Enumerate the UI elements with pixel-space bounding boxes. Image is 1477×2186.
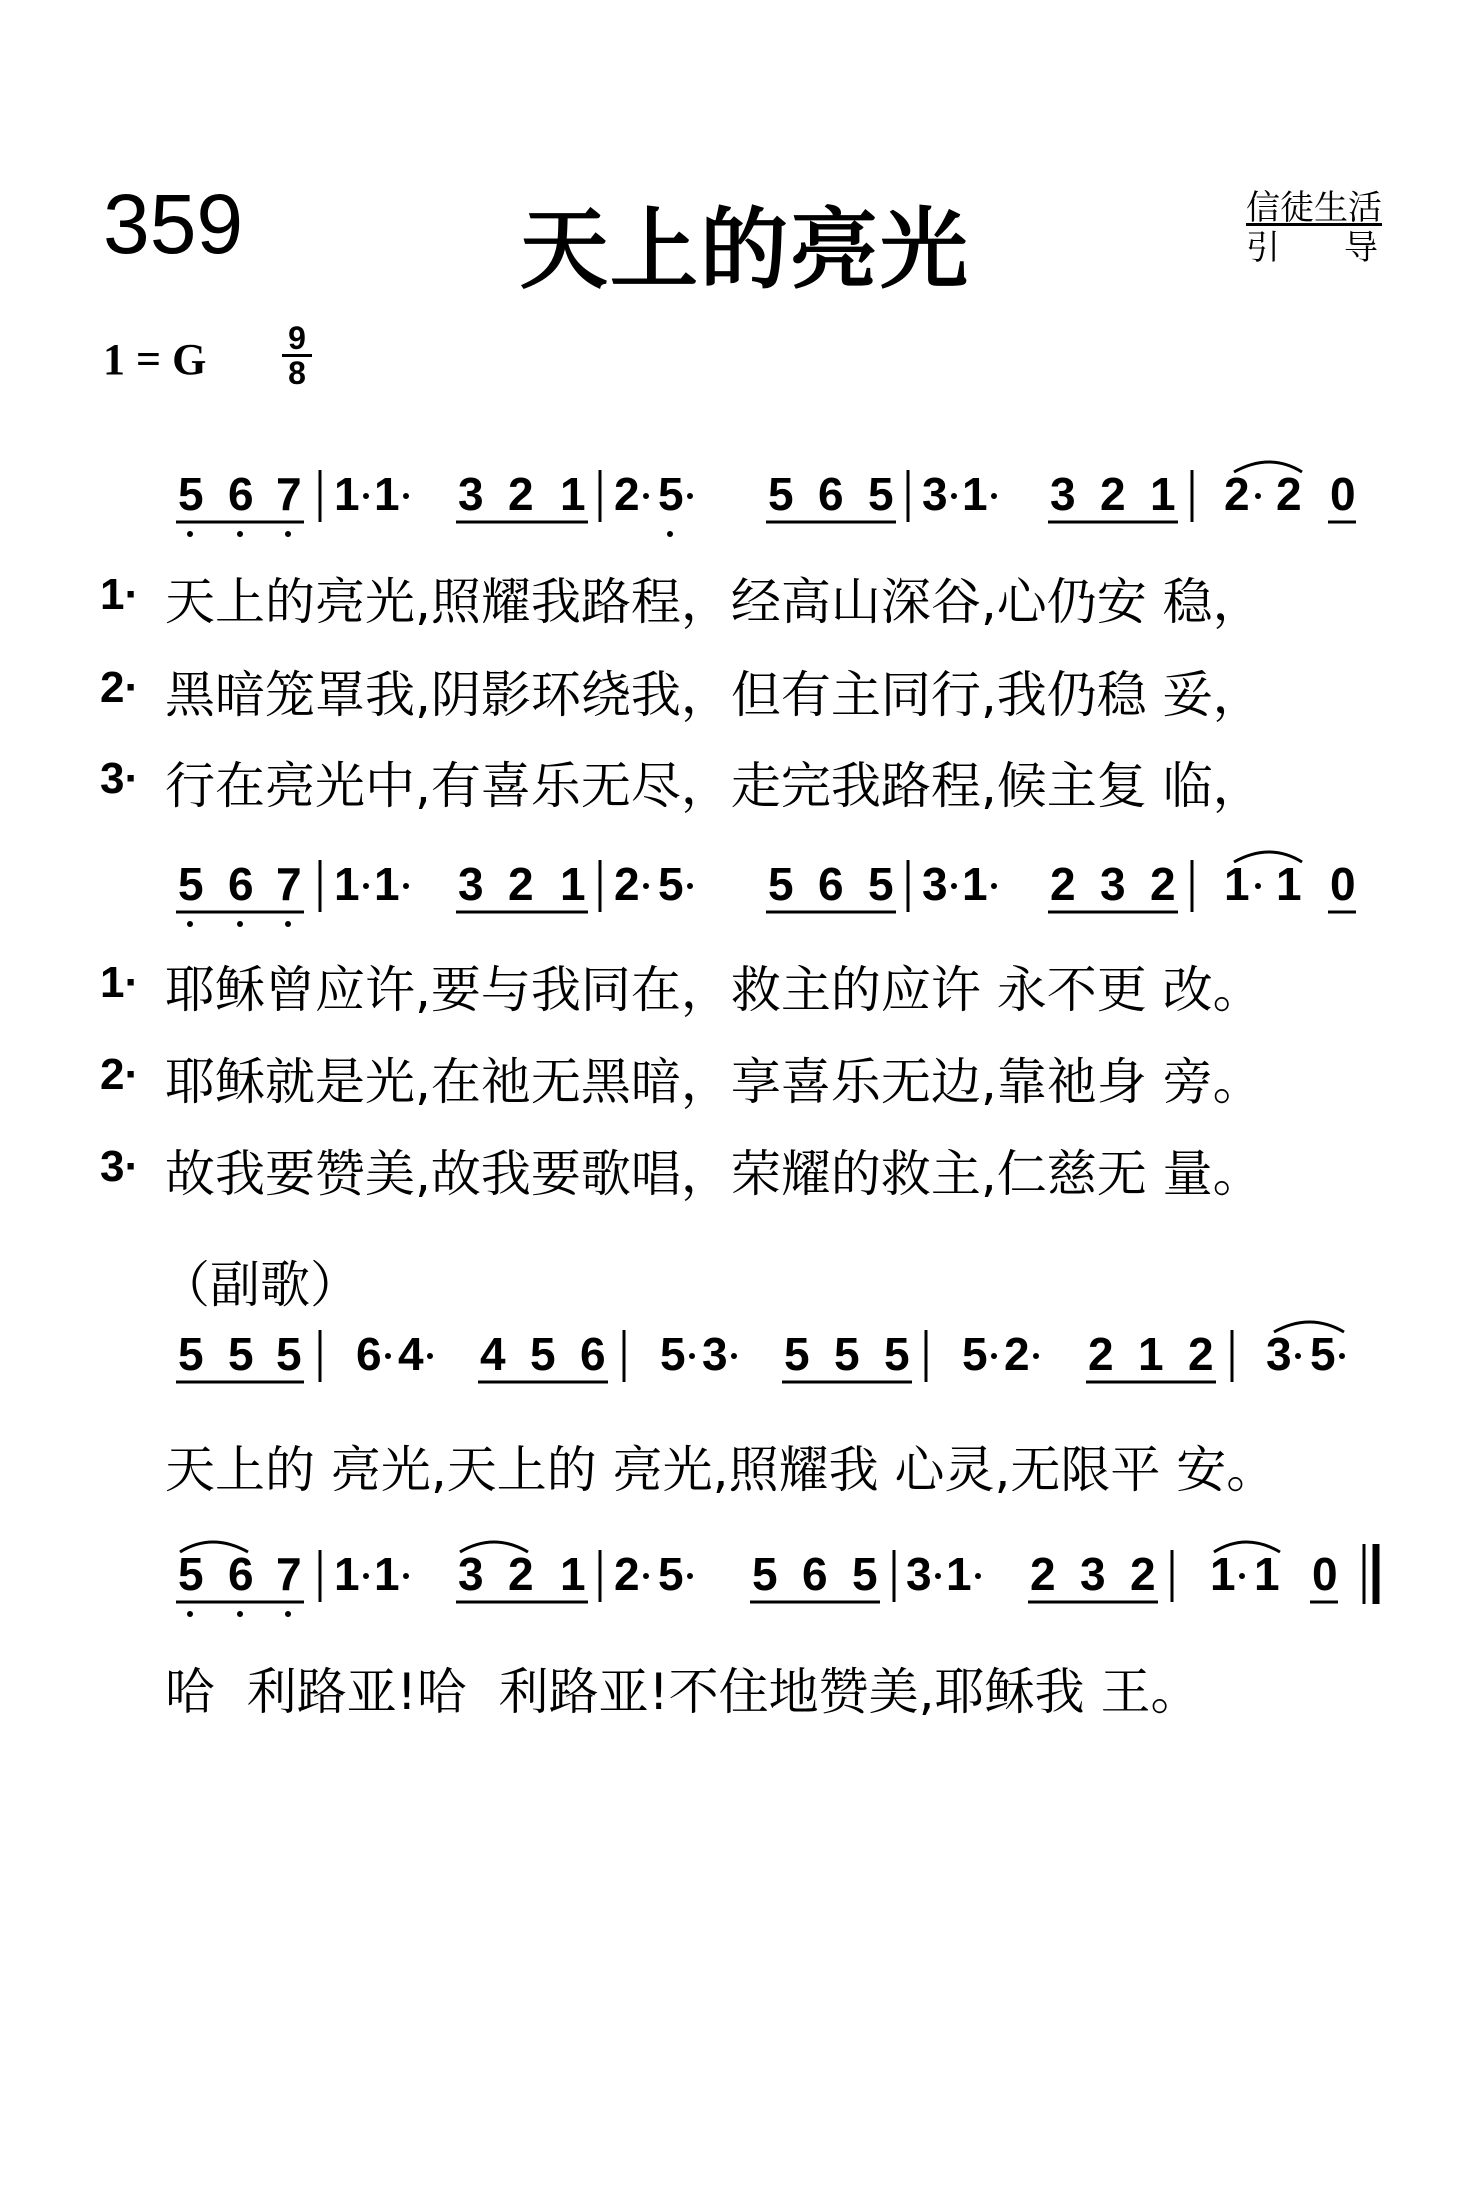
svg-text:5: 5 bbox=[752, 1548, 778, 1600]
svg-text:1: 1 bbox=[1138, 1328, 1164, 1380]
svg-text:5: 5 bbox=[1310, 1328, 1336, 1380]
svg-text:3: 3 bbox=[702, 1328, 728, 1380]
verse-number: 2· bbox=[100, 663, 140, 712]
svg-text:1: 1 bbox=[374, 468, 400, 520]
lyric-line: 天上的亮光,照耀我路程，经高山深谷,心仍安 稳， bbox=[165, 573, 1263, 631]
credit-tune bbox=[1246, 220, 1378, 269]
svg-text:2: 2 bbox=[614, 1548, 640, 1600]
svg-text:0: 0 bbox=[1312, 1548, 1338, 1600]
credit-source: 信徒生活 bbox=[1246, 188, 1382, 228]
svg-text:2: 2 bbox=[1100, 468, 1126, 520]
svg-text:5: 5 bbox=[852, 1548, 878, 1600]
svg-text:1: 1 bbox=[1210, 1548, 1236, 1600]
svg-text:6: 6 bbox=[818, 468, 844, 520]
hymn-number: 359 bbox=[103, 177, 244, 271]
svg-text:4: 4 bbox=[480, 1328, 506, 1380]
svg-text:5: 5 bbox=[178, 1328, 204, 1380]
hymn-title: 天上的亮光 bbox=[520, 198, 971, 301]
svg-text:2: 2 bbox=[614, 858, 640, 910]
svg-text:5: 5 bbox=[868, 858, 894, 910]
svg-text:5: 5 bbox=[868, 468, 894, 520]
svg-text:5: 5 bbox=[276, 1328, 302, 1380]
notation-line-3 bbox=[0, 1320, 1477, 1400]
key-signature: 1 = G bbox=[103, 335, 207, 384]
svg-text:7: 7 bbox=[276, 468, 302, 520]
svg-text:1: 1 bbox=[374, 858, 400, 910]
lyric-line: 行在亮光中,有喜乐无尽，走完我路程,候主复 临， bbox=[165, 757, 1263, 815]
svg-text:5: 5 bbox=[178, 468, 204, 520]
svg-text:3: 3 bbox=[922, 468, 948, 520]
notation-line-2 bbox=[0, 850, 1477, 930]
svg-text:1: 1 bbox=[946, 1548, 972, 1600]
notation-line-1 bbox=[0, 460, 1477, 540]
svg-text:2: 2 bbox=[614, 468, 640, 520]
svg-text:0: 0 bbox=[1330, 858, 1356, 910]
svg-text:2: 2 bbox=[1004, 1328, 1030, 1380]
svg-text:3: 3 bbox=[1266, 1328, 1292, 1380]
svg-text:5: 5 bbox=[962, 1328, 988, 1380]
svg-text:6: 6 bbox=[802, 1548, 828, 1600]
svg-text:6: 6 bbox=[818, 858, 844, 910]
svg-text:3: 3 bbox=[906, 1548, 932, 1600]
svg-text:3: 3 bbox=[1080, 1548, 1106, 1600]
svg-text:5: 5 bbox=[178, 1548, 204, 1600]
svg-text:3: 3 bbox=[458, 858, 484, 910]
chorus-lyric-line-1: 天上的 亮光,天上的 亮光,照耀我 心灵,无限平 安。 bbox=[165, 1441, 1277, 1499]
svg-text:5: 5 bbox=[660, 1328, 686, 1380]
notation-line-2-graphic bbox=[0, 850, 1477, 940]
verse-number: 3· bbox=[100, 754, 140, 803]
svg-text:1: 1 bbox=[1254, 1548, 1280, 1600]
time-bottom: 8 bbox=[288, 355, 306, 391]
lyric-line: 耶稣就是光,在祂无黑暗，享喜乐无边,靠祂身 旁。 bbox=[165, 1053, 1263, 1111]
svg-text:5: 5 bbox=[768, 468, 794, 520]
svg-text:2: 2 bbox=[1088, 1328, 1114, 1380]
svg-text:5: 5 bbox=[658, 858, 684, 910]
svg-text:2: 2 bbox=[508, 468, 534, 520]
svg-text:1: 1 bbox=[334, 468, 360, 520]
svg-text:1: 1 bbox=[1150, 468, 1176, 520]
lyric-line: 黑暗笼罩我,阴影环绕我，但有主同行,我仍稳 妥， bbox=[165, 666, 1263, 724]
svg-text:2: 2 bbox=[1130, 1548, 1156, 1600]
svg-text:2: 2 bbox=[1188, 1328, 1214, 1380]
svg-text:1: 1 bbox=[560, 468, 586, 520]
svg-text:3: 3 bbox=[458, 1548, 484, 1600]
svg-text:6: 6 bbox=[228, 858, 254, 910]
svg-text:1: 1 bbox=[560, 1548, 586, 1600]
notation-line-1-graphic bbox=[0, 460, 1477, 550]
svg-text:1: 1 bbox=[560, 858, 586, 910]
svg-text:5: 5 bbox=[658, 468, 684, 520]
svg-text:6: 6 bbox=[228, 468, 254, 520]
svg-text:5: 5 bbox=[834, 1328, 860, 1380]
verse-number: 1· bbox=[100, 570, 140, 619]
chorus-lyric-line-2: 哈 利路亚!哈 利路亚!不住地赞美,耶稣我 王。 bbox=[165, 1663, 1201, 1721]
time-top: 9 bbox=[282, 322, 312, 357]
credit-tune-b: 导 bbox=[1344, 228, 1378, 268]
credit-tune-a: 引 bbox=[1246, 228, 1280, 268]
verse-number: 3· bbox=[100, 1142, 140, 1191]
svg-text:3: 3 bbox=[458, 468, 484, 520]
svg-text:1: 1 bbox=[962, 468, 988, 520]
svg-text:6: 6 bbox=[580, 1328, 606, 1380]
svg-text:0: 0 bbox=[1330, 468, 1356, 520]
svg-text:2: 2 bbox=[1224, 468, 1250, 520]
svg-text:1: 1 bbox=[1276, 858, 1302, 910]
svg-text:5: 5 bbox=[530, 1328, 556, 1380]
svg-text:1: 1 bbox=[334, 1548, 360, 1600]
verse-number: 1· bbox=[100, 958, 140, 1007]
lyric-line: 耶稣曾应许,要与我同在，救主的应许 永不更 改。 bbox=[165, 961, 1263, 1019]
svg-text:2: 2 bbox=[508, 1548, 534, 1600]
svg-text:1: 1 bbox=[334, 858, 360, 910]
notation-line-4 bbox=[0, 1540, 1477, 1620]
svg-text:5: 5 bbox=[658, 1548, 684, 1600]
svg-text:5: 5 bbox=[228, 1328, 254, 1380]
verse-number: 2· bbox=[100, 1050, 140, 1099]
svg-text:7: 7 bbox=[276, 1548, 302, 1600]
svg-text:1: 1 bbox=[374, 1548, 400, 1600]
svg-text:7: 7 bbox=[276, 858, 302, 910]
svg-text:2: 2 bbox=[1030, 1548, 1056, 1600]
svg-text:4: 4 bbox=[398, 1328, 424, 1380]
svg-text:3: 3 bbox=[1100, 858, 1126, 910]
chorus-label: （副歌） bbox=[160, 1256, 360, 1314]
svg-text:3: 3 bbox=[922, 858, 948, 910]
notation-line-3-graphic bbox=[0, 1320, 1477, 1410]
svg-text:6: 6 bbox=[356, 1328, 382, 1380]
svg-text:2: 2 bbox=[1050, 858, 1076, 910]
svg-text:1: 1 bbox=[962, 858, 988, 910]
notation-line-4-graphic bbox=[0, 1540, 1477, 1630]
svg-text:5: 5 bbox=[884, 1328, 910, 1380]
svg-text:2: 2 bbox=[1150, 858, 1176, 910]
svg-text:5: 5 bbox=[178, 858, 204, 910]
svg-text:6: 6 bbox=[228, 1548, 254, 1600]
svg-text:5: 5 bbox=[784, 1328, 810, 1380]
svg-text:2: 2 bbox=[508, 858, 534, 910]
svg-text:2: 2 bbox=[1276, 468, 1302, 520]
svg-text:3: 3 bbox=[1050, 468, 1076, 520]
svg-text:1: 1 bbox=[1224, 858, 1250, 910]
svg-text:5: 5 bbox=[768, 858, 794, 910]
time-signature bbox=[282, 322, 312, 389]
lyric-line: 故我要赞美,故我要歌唱，荣耀的救主,仁慈无 量。 bbox=[165, 1145, 1263, 1203]
